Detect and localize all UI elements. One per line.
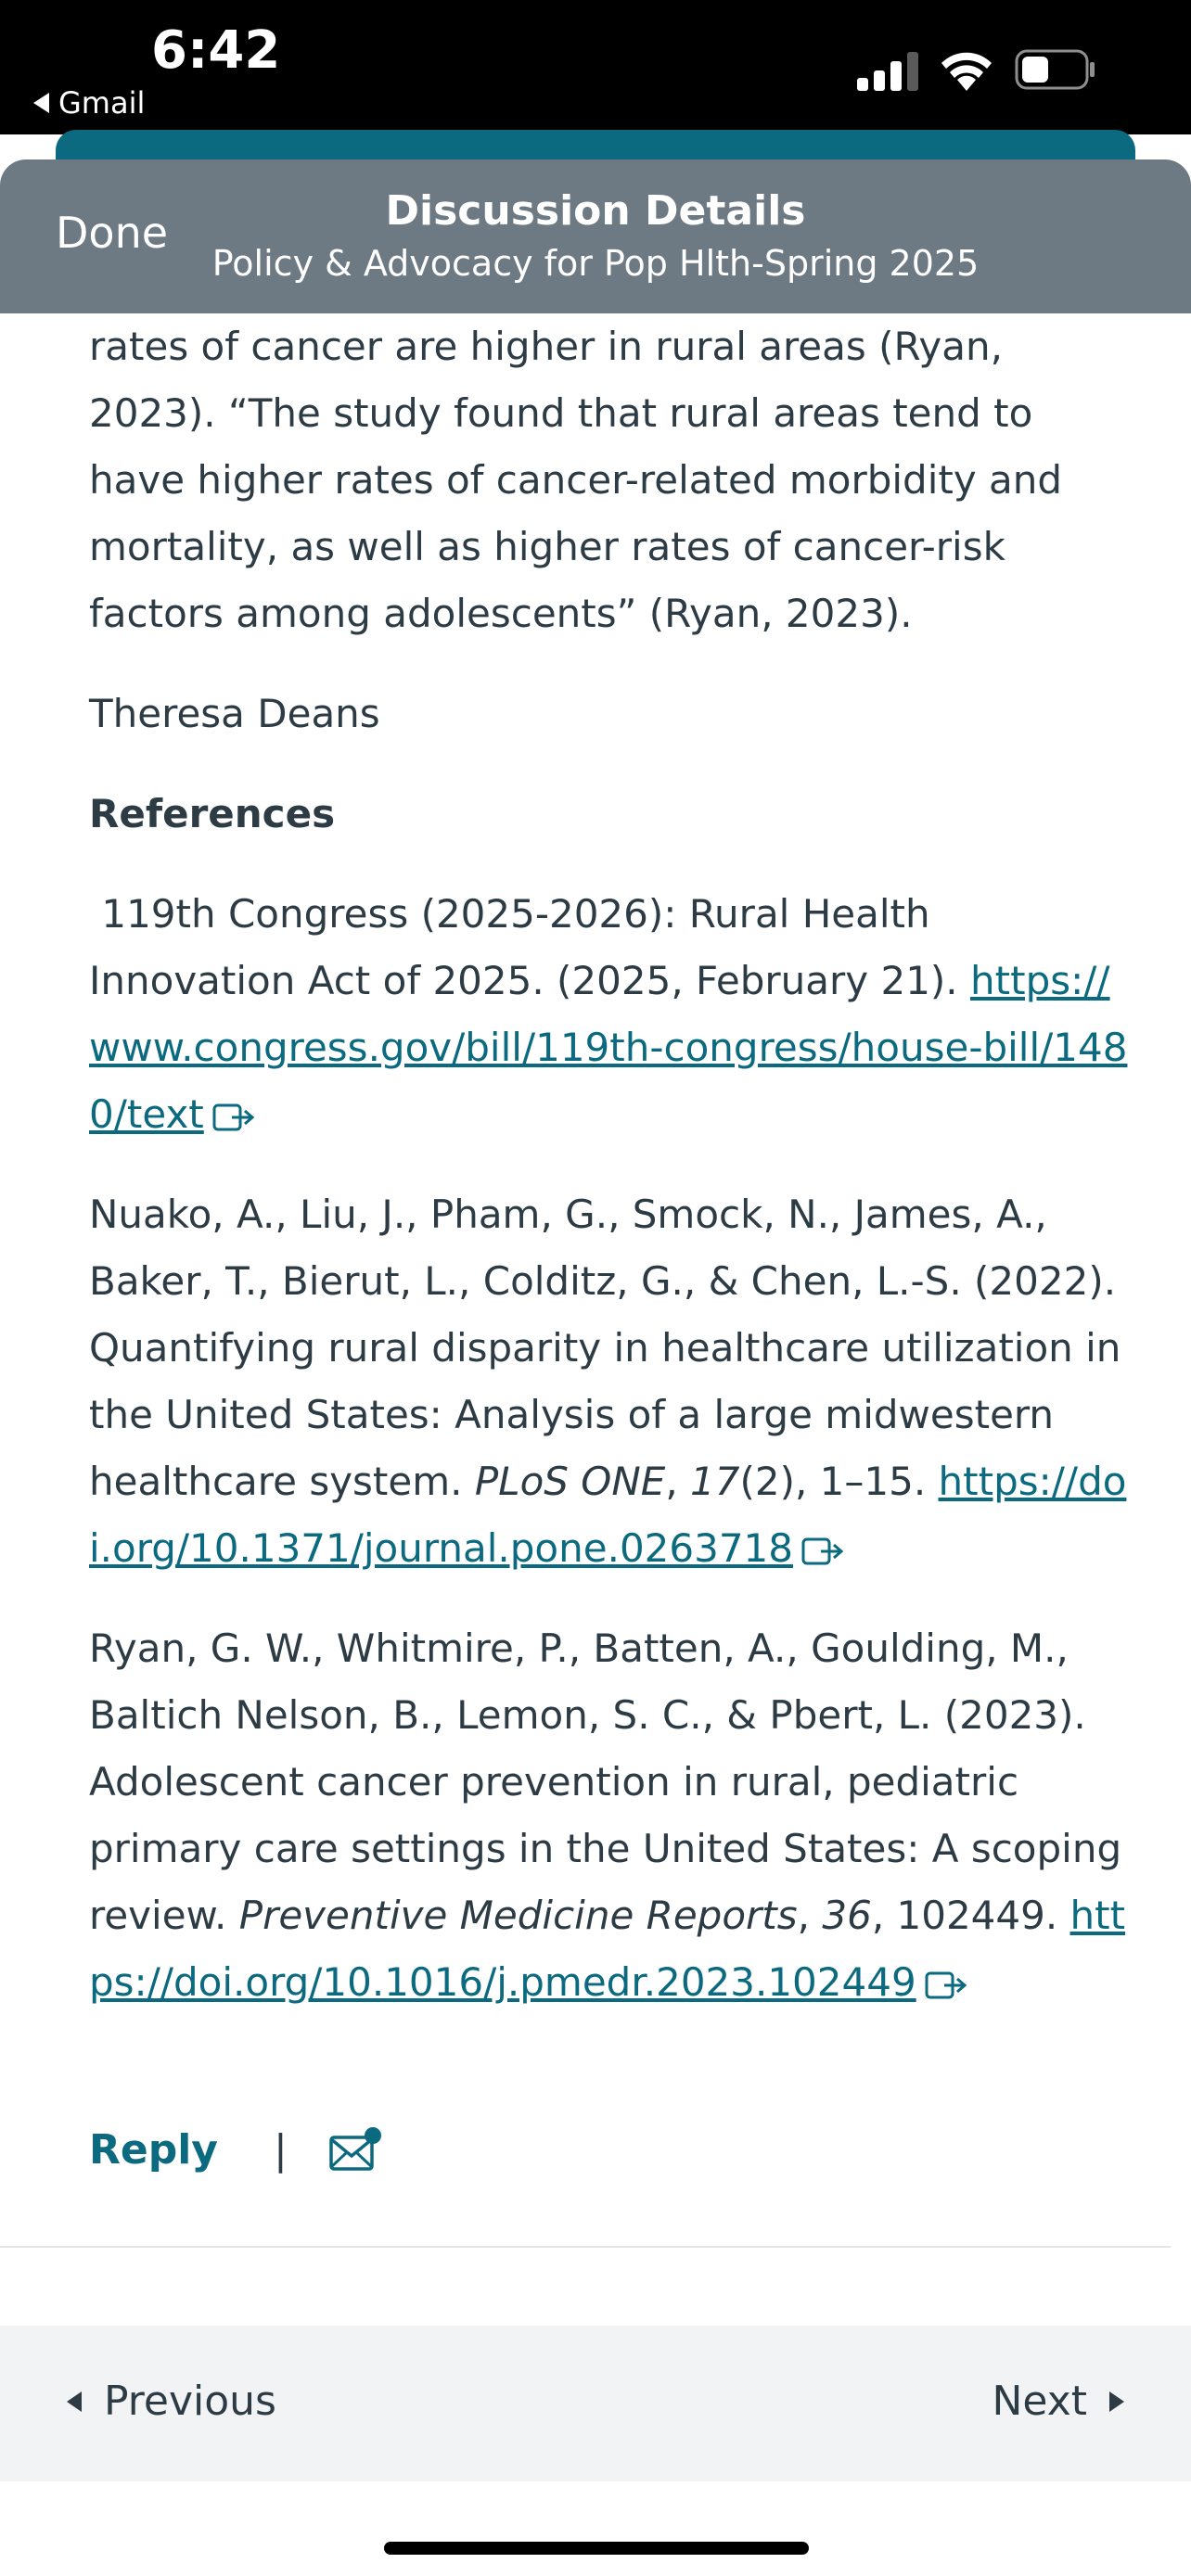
next-button[interactable] — [992, 2378, 1124, 2425]
home-indicator[interactable] — [384, 2542, 809, 2555]
back-arrow-icon — [33, 93, 49, 113]
chevron-left-icon — [67, 2391, 82, 2412]
done-button[interactable]: Done — [56, 208, 169, 258]
reference-volume: 17 — [690, 1459, 740, 1504]
bottom-navigation — [0, 2326, 1191, 2481]
external-link-icon[interactable] — [211, 1100, 256, 1133]
reference-item — [89, 881, 1128, 1148]
action-separator: | — [273, 2125, 288, 2174]
page-title: Discussion Details — [385, 187, 806, 235]
post-actions — [89, 2116, 382, 2183]
cellular-signal-icon — [857, 52, 920, 91]
previous-label: Previous — [104, 2378, 276, 2425]
reference-volume: 36 — [822, 1893, 872, 1938]
reference-journal: PLoS ONE — [474, 1459, 666, 1504]
reference-item — [89, 1181, 1128, 1582]
battery-icon — [1015, 48, 1096, 91]
external-link-icon[interactable] — [800, 1534, 845, 1567]
mail-unread-icon[interactable] — [328, 2126, 382, 2173]
reference-text: Nuako, A., Liu, J., Pham, G., Smock, N., James, A., Baker, T., Bierut, L., Colditz, G., & Chen, L.-S. (2022). Quantifying rural disparity in healthcare utilization in the United States: Analysis of a large midwestern healthcare system. — [89, 1192, 1121, 1504]
post-author: Theresa Deans — [89, 691, 380, 736]
reference-text: Ryan, G. W., Whitmire, P., Batten, A., Goulding, M., Baltich Nelson, B., Lemon, S. C., & Pbert, L. (2023). Adolescent cancer prevention in rural, pediatric primary care settings in the United States: A scoping review. — [89, 1626, 1122, 1938]
back-app-label: Gmail — [58, 85, 146, 121]
discussion-post-body — [89, 313, 1128, 2016]
reference-text: 119th Congress (2025-2026): Rural Health Innovation Act of 2025. (2025, February 21). — [89, 891, 971, 1003]
course-subtitle: Policy & Advocacy for Pop Hlth-Spring 2025 — [211, 243, 980, 284]
references-heading: References — [89, 791, 336, 836]
modal-header — [0, 159, 1191, 313]
external-link-icon[interactable] — [924, 1968, 968, 2001]
reference-punct: , — [797, 1893, 823, 1938]
reference-link[interactable]: https://www.congress.gov/bill/119th-congress/house-bill/1480/text — [89, 958, 1128, 1137]
reference-punct: , — [665, 1459, 691, 1504]
reference-pages: (2), 1–15. — [739, 1459, 939, 1504]
reply-button[interactable]: Reply — [89, 2125, 218, 2174]
divider — [0, 2246, 1171, 2248]
previous-button[interactable] — [67, 2378, 276, 2425]
status-bar — [0, 0, 1191, 134]
reference-item — [89, 1615, 1128, 2016]
chevron-right-icon — [1109, 2391, 1124, 2412]
status-time: 6:42 — [151, 20, 281, 81]
post-paragraph: rates of cancer are higher in rural areas (Ryan, 2023). “The study found that rural areas tend to have higher rates of cancer-related morbidity and mortality, as well as higher rates of cancer-risk factors among adolescents” (Ryan, 2023). — [89, 324, 1063, 636]
reference-link[interactable]: https://doi.org/10.1016/j.pmedr.2023.102449 — [89, 1893, 1126, 2005]
next-label: Next — [992, 2378, 1087, 2425]
back-to-app-link[interactable] — [33, 85, 145, 121]
reference-article-number: , 102449. — [871, 1893, 1070, 1938]
wifi-icon — [939, 48, 994, 93]
reference-journal: Preventive Medicine Reports — [238, 1893, 798, 1938]
reference-link[interactable]: https://doi.org/10.1371/journal.pone.0263718 — [89, 1459, 1127, 1571]
